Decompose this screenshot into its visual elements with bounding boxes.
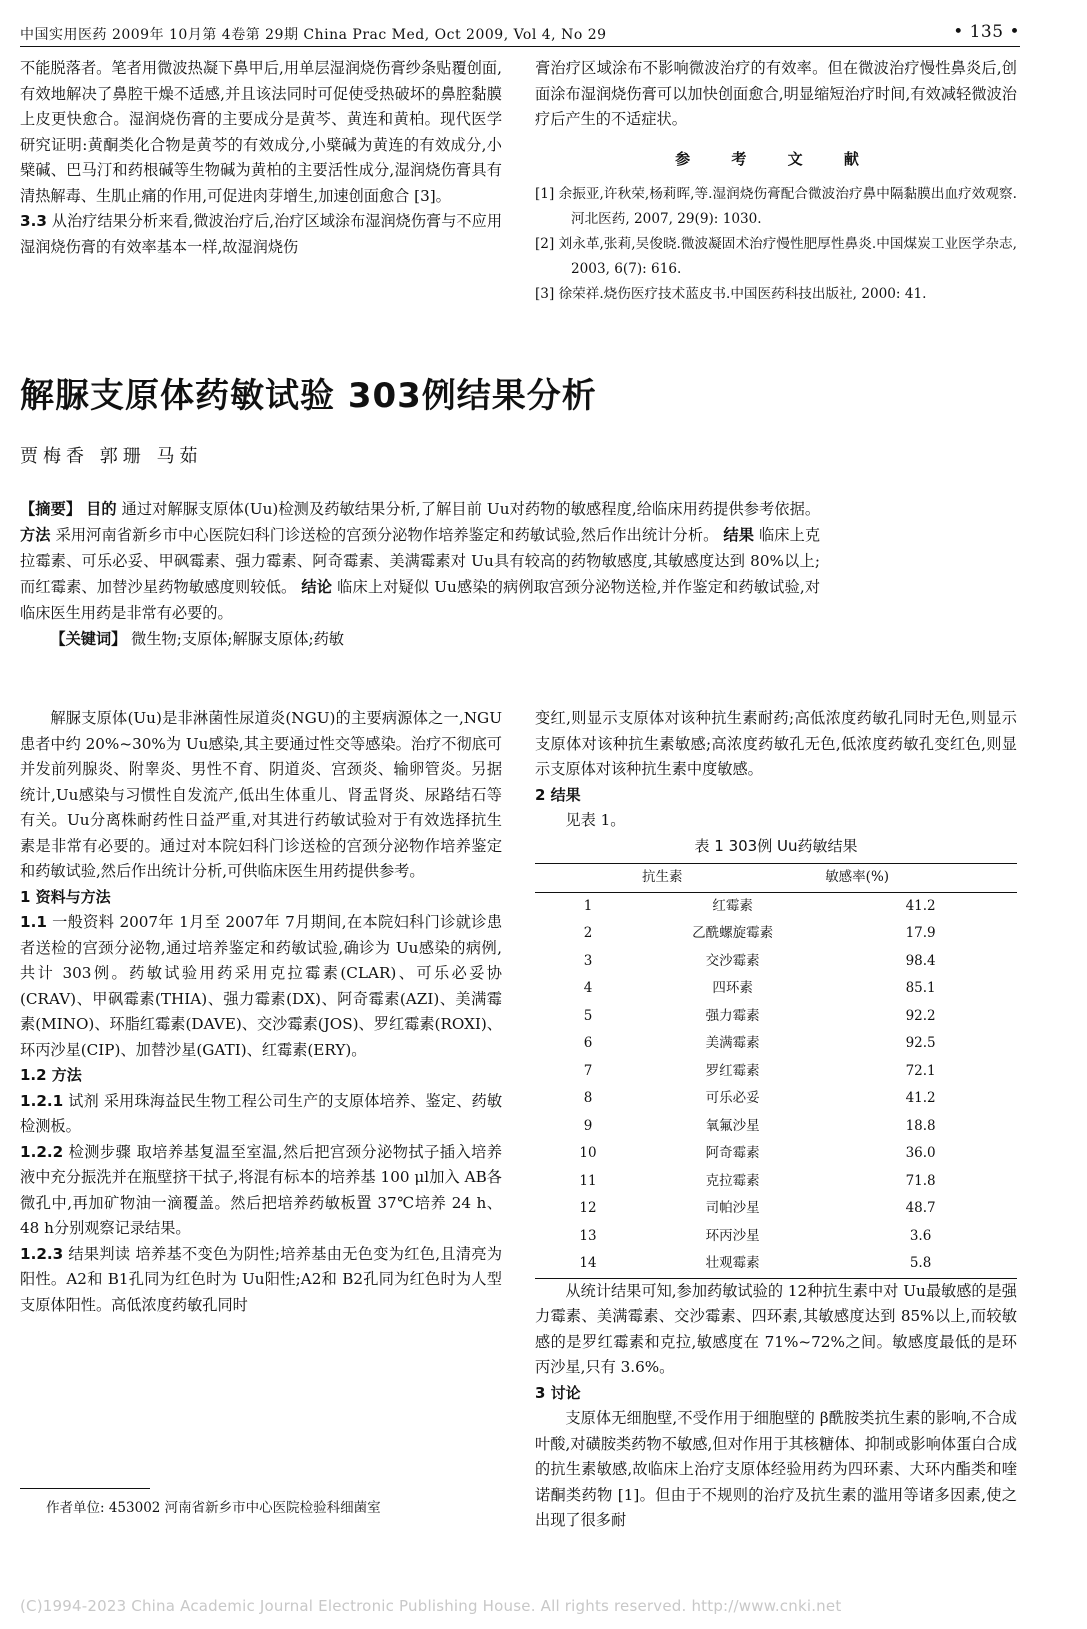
table-cell-antibiotic: 氧氟沙星 (705, 1117, 760, 1134)
table-cell-antibiotic: 交沙霉素 (705, 952, 760, 969)
section-number: 1.1 (20, 913, 47, 931)
abstract-conclusion: 临床上对疑似 Uu感染的病例取宫颈分泌物送检,并作鉴定和药敏试验,对临床医生用药是非常有必要的。 (20, 578, 821, 622)
table-header-antibiotic: 抗生素 (641, 864, 824, 893)
table-caption: 表 1 303例 Uu药敏结果 (694, 836, 858, 855)
table-cell-index: 14 (535, 1250, 641, 1278)
section-1-2-1 (20, 1089, 502, 1140)
table-cell-index: 12 (579, 1200, 597, 1216)
author-affiliation: 作者单位: 453002 河南省新乡市中心医院检验科细菌室 (46, 1500, 381, 1516)
section-1-2-3-continued: 变红,则显示支原体对该种抗生素耐药;高低浓度药敏孔同时无色,则显示支原体对该种抗生素敏感;高浓度药敏孔无色,低浓度药敏孔变红色,则显示支原体对该种抗生素中度敏感。 (535, 709, 1017, 778)
section-1-1 (20, 910, 502, 1063)
table-cell-index: 13 (579, 1227, 597, 1244)
reference-item: [2] 刘永革,张莉,吴俊晓.微波凝固术治疗慢性肥厚性鼻炎.中国煤炭工业医学杂志, 2003, 6(7): 616. (535, 236, 1017, 277)
section-1-heading: 1 资料与方法 (20, 887, 111, 906)
table-cell-antibiotic: 环丙沙星 (705, 1227, 760, 1244)
reference-item: [1] 余振亚,许秋荣,杨莉晖,等.湿润烧伤膏配合微波治疗鼻中隔黏膜出血疗效观察.河北医药, 2007, 29(9): 1030. (535, 186, 1017, 227)
table-cell-antibiotic: 红霉素 (712, 897, 753, 914)
abstract-results: 临床上克拉霉素、可乐必妥、甲砜霉素、强力霉素、阿奇霉素、美满霉素对 Uu具有较高的药物敏感度,其敏感度达到 80%以上;而红霉素、加替沙星药物敏感度则较低。 (20, 526, 821, 596)
section-number: 1.2.3 (20, 1244, 64, 1263)
table-cell-rate: 85.1 (905, 980, 936, 996)
journal-citation: 中国实用医药 2009年 10月第 4卷第 29期 China Prac Med, Oct 2009, Vol 4, No 29 (20, 27, 607, 43)
section-2-heading: 2 结果 (535, 785, 581, 804)
abstract-methods-label: 方法 (20, 526, 51, 544)
table-cell-index: 4 (583, 980, 593, 996)
table-row (535, 1030, 1017, 1058)
table-cell-rate: 71.8 (905, 1172, 936, 1189)
section-1-2-3 (20, 1242, 502, 1319)
table-header-row (535, 864, 1017, 893)
table-row (535, 1140, 1017, 1168)
references-title: 参 考 文 献 (675, 149, 877, 168)
table-row (535, 920, 1017, 948)
section-text: 结果判读 培养基不变色为阴性;培养基由无色变为红色,且清亮为阳性。A2和 B1孔同为红色时为 Uu阳性;A2和 B2孔同为红色时为人型支原体阳性。高低浓度药敏孔同时 (20, 1244, 503, 1314)
table-cell-antibiotic: 司帕沙星 (705, 1200, 760, 1216)
table-cell-rate: 92.5 (905, 1035, 936, 1051)
table-cell-antibiotic: 强力霉素 (705, 1007, 760, 1024)
abstract-label: 【摘要】 (20, 500, 82, 518)
table-cell-rate: 98.4 (905, 952, 936, 969)
section-text: 试剂 采用珠海益民生物工程公司生产的支原体培养、鉴定、药敏检测板。 (20, 1091, 503, 1135)
copyright-watermark: (C)1994-2023 China Academic Journal Electronic Publishing House. All rights reserved. http://www.cnki.net (20, 1597, 842, 1615)
prev-article-paragraph: 膏治疗区域涂布不影响微波治疗的有效率。但在微波治疗慢性鼻炎后,创面涂布湿润烧伤膏可以加快创面愈合,明显缩短治疗时间,有效减轻微波治疗后产生的不适症状。 (535, 59, 1017, 128)
abstract-body (20, 496, 820, 626)
table-cell-index: 11 (579, 1172, 597, 1189)
prev-section-3-3 (20, 209, 502, 260)
body-col1 (20, 706, 502, 1318)
prev-article-paragraph: 不能脱落者。笔者用微波热凝下鼻甲后,用单层湿润烧伤膏纱条贴覆创面,有效地解决了鼻腔干燥不适感,并且该法同时可促使受热破坏的鼻腔黏膜上皮更快愈合。湿润烧伤膏的主要成分是黄芩、黄连和黄柏。现代医学研究证明:黄酮类化合物是黄芩的有效成分,小檗碱为黄连的有效成分,小檗碱、巴马汀和药根碱等生物碱为黄柏的主要活性成分,湿润烧伤膏具有清热解毒、生肌止痛的作用,可促进肉芽增生,加速创面愈合 [3]。 (20, 59, 502, 205)
table-row (535, 1195, 1017, 1223)
page-number: • 135 • (953, 22, 1020, 42)
table-row (535, 1058, 1017, 1086)
prev-article-col2 (535, 56, 1017, 307)
table-cell-index: 5 (583, 1007, 593, 1024)
table-row (535, 1003, 1017, 1031)
section-text: 从治疗结果分析来看,微波治疗后,治疗区域涂布湿润烧伤膏与不应用湿润烧伤膏的有效率基本一样,故湿润烧伤 (20, 212, 503, 256)
abstract-objective: 通过对解脲支原体(Uu)检测及药敏结果分析,了解目前 Uu对药物的敏感程度,给临床用药提供参考依据。 (121, 500, 821, 518)
table-cell-rate: 17.9 (905, 925, 936, 941)
table-row (535, 1250, 1017, 1278)
section-number: 1.2.2 (20, 1142, 64, 1161)
table-cell-rate: 36.0 (905, 1145, 936, 1161)
table-row (535, 892, 1017, 920)
results-paragraph: 从统计结果可知,参加药敏试验的 12种抗生素中对 Uu最敏感的是强力霉素、美满霉素、交沙霉素、四环素,其敏感度达到 85%以上,而较敏感的是罗红霉素和克拉,敏感度在 71%~72%之间。敏感度最低的是环丙沙星,只有 3.6%。 (535, 1281, 1017, 1376)
table-cell-antibiotic: 壮观霉素 (641, 1250, 824, 1278)
article-authors: 贾梅香 郭珊 马茹 (20, 446, 203, 467)
header-rule (20, 46, 1020, 47)
section-1-2-heading: 1.2 方法 (20, 1066, 82, 1084)
table-cell-antibiotic: 罗红霉素 (705, 1062, 760, 1079)
running-header (20, 22, 1020, 46)
table-cell-rate: 48.7 (905, 1200, 936, 1216)
table-cell-rate: 41.2 (905, 897, 936, 914)
abstract-results-label: 结果 (723, 526, 755, 544)
footnote-rule (20, 1488, 150, 1489)
table-row (535, 1085, 1017, 1113)
discussion-paragraph: 支原体无细胞壁,不受作用于细胞壁的 β酰胺类抗生素的影响,不合成叶酸,对磺胺类药物不敏感,但对作用于其核糖体、抑制或影响体蛋白合成的抗生素敏感,故临床上治疗支原体经验用药为四环素、大环内酯类和喹诺酮类药物 [1]。但由于不规则的治疗及抗生素的滥用等诸多因素,使之出现了很多耐 (535, 1409, 1017, 1529)
table-cell-rate: 72.1 (905, 1062, 936, 1079)
table-row (535, 975, 1017, 1003)
table-cell-antibiotic: 美满霉素 (705, 1035, 760, 1051)
prev-article-col1 (20, 56, 502, 260)
table-cell-antibiotic: 四环素 (712, 980, 753, 996)
table-cell-index: 1 (583, 897, 593, 914)
section-text: 2007年 1月至 2007年 7月期间,在本院妇科门诊就诊患者送检的宫颈分泌物,通过培养鉴定和药敏试验,确诊为 Uu感染的病例,共计 303例。药敏试验用药采用克拉霉素(CLAR)、可乐必妥协(CRAV)、甲砜霉素(THIA)、强力霉素(DX)、阿奇霉素(AZI)、美满霉素(MINO)、环脂红霉素(DAVE)、交沙霉素(JOS)、罗红霉素(ROXI)、环丙沙星(CIP)、加替沙星(GATI)、红霉素(ERY)。 (20, 913, 503, 1059)
table-cell-antibiotic: 克拉霉素 (705, 1172, 760, 1189)
table-cell-index: 9 (583, 1117, 593, 1134)
see-table-note: 见表 1。 (565, 811, 626, 829)
results-table (535, 863, 1017, 1279)
table-header-index (535, 864, 641, 893)
keywords-label: 【关键词】 (50, 630, 127, 648)
table-cell-rate: 5.8 (824, 1250, 1017, 1278)
table-cell-index: 6 (583, 1035, 593, 1051)
table-cell-antibiotic: 乙酰螺旋霉素 (692, 925, 774, 941)
table-cell-antibiotic: 可乐必妥 (705, 1090, 760, 1106)
section-number: 3.3 (20, 212, 47, 230)
table-cell-antibiotic: 阿奇霉素 (705, 1145, 760, 1161)
table-cell-rate: 92.2 (905, 1007, 936, 1024)
intro-paragraph: 解脲支原体(Uu)是非淋菌性尿道炎(NGU)的主要病源体之一,NGU患者中约 20%~30%为 Uu感染,其主要通过性交等感染。治疗不彻底可并发前列腺炎、附睾炎、男性不育、阴道炎、宫颈炎、输卵管炎。另据统计,Uu感染与习惯性自发流产,低出生体重儿、肾盂肾炎、尿路结石等有关。Uu分离株耐药性日益严重,对其进行药敏试验对于有效选择抗生素是非常有必要的。通过对本院妇科门诊送检的宫颈分泌物作培养鉴定和药敏试验,然后作出统计分析,可供临床医生用药提供参考。 (20, 709, 502, 880)
keywords (20, 626, 820, 652)
table-row (535, 948, 1017, 976)
abstract-objective-label: 目的 (86, 500, 117, 518)
table-cell-rate: 41.2 (905, 1090, 936, 1106)
section-number: 1.2.1 (20, 1091, 64, 1110)
table-cell-rate: 3.6 (909, 1227, 932, 1244)
section-text: 检测步骤 取培养基复温至室温,然后把宫颈分泌物拭子插入培养液中充分振洗并在瓶壁挤干拭子,将混有标本的培养基 100 μl加入 AB各微孔中,再加矿物油一滴覆盖。然后把培养药敏板置 37℃培养 24 h、48 h分别观察记录结果。 (20, 1142, 503, 1237)
table-cell-index: 2 (583, 925, 593, 941)
abstract (20, 496, 820, 652)
abstract-methods: 采用河南省新乡市中心医院妇科门诊送检的宫颈分泌物作培养鉴定和药敏试验,然后作出统计分析。 (55, 526, 719, 544)
table-cell-index: 3 (583, 952, 593, 969)
section-3-heading: 3 讨论 (535, 1383, 581, 1402)
table-cell-index: 10 (579, 1145, 597, 1161)
table-row (535, 1223, 1017, 1251)
keywords-text: 微生物;支原体;解脲支原体;药敏 (131, 630, 344, 648)
section-label: 一般资料 (52, 913, 115, 931)
table-cell-rate: 18.8 (905, 1117, 936, 1134)
body-col2 (535, 706, 1017, 1534)
abstract-conclusion-label: 结论 (301, 578, 333, 596)
article-title: 解脲支原体药敏试验 303例结果分析 (20, 376, 597, 416)
table-cell-index: 7 (583, 1062, 593, 1079)
table-row (535, 1168, 1017, 1196)
reference-item: [3] 徐荣祥.烧伤医疗技术蓝皮书.中国医药科技出版社, 2000: 41. (535, 286, 927, 302)
section-1-2-2 (20, 1140, 502, 1242)
table-cell-index: 8 (583, 1090, 593, 1106)
table-row (535, 1113, 1017, 1141)
table-header-rate: 敏感率(%) (824, 864, 1017, 893)
